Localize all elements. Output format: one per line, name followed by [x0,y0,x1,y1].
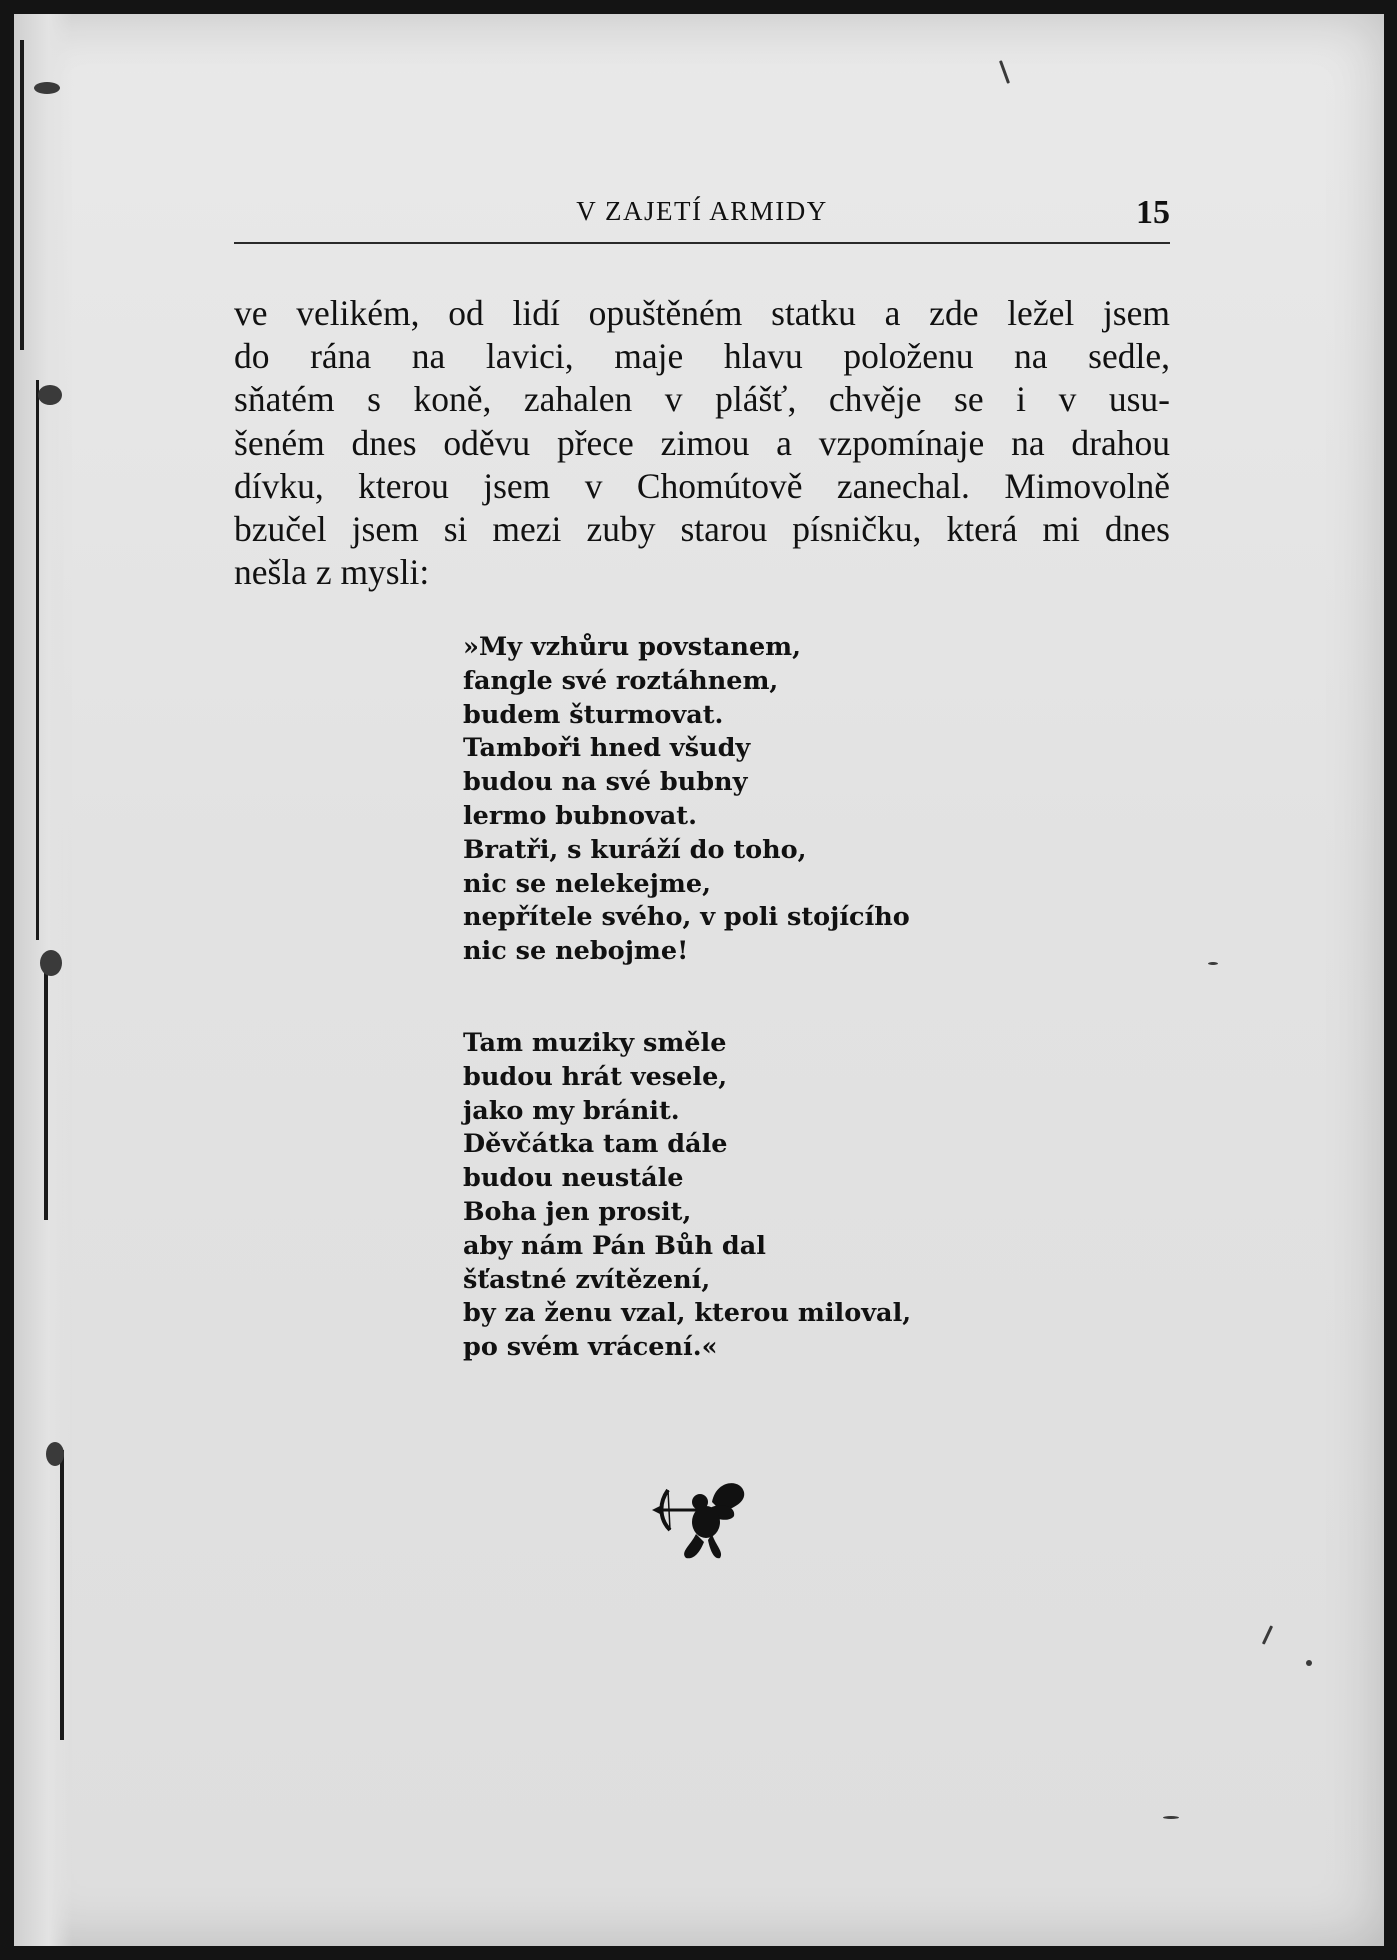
poem-line: budou neustále [463,1163,684,1194]
prose-line: nešla z mysli: [234,552,430,593]
dust-speck [1208,962,1218,965]
poem-line: Boha jen prosit, [463,1196,692,1227]
spine-blot [38,385,62,405]
prose-line: do rána na lavici, maje hlavu položenu na sedle, [234,336,1170,377]
poem-line: jako my bránit. [463,1095,680,1126]
running-title: V ZAJETÍ ARMIDY [576,196,828,226]
poem-line: budem šturmovat. [463,699,724,730]
prose-line: sňatém s koně, zahalen v plášť, chvěje se i v usu- [234,379,1170,420]
spine-mark [60,1450,64,1740]
poem-line: Bratři, s kuráží do toho, [463,834,807,865]
poem-line: nepřítele svého, v poli stojícího [463,902,910,933]
poem-line: šťastné zvítězení, [463,1264,711,1295]
spine-blot [34,82,60,94]
spine-blot [46,1442,64,1466]
prose-paragraph [234,292,1170,594]
poem-stanza-1 [463,631,983,969]
spine-blot [40,950,62,976]
poem-line: aby nám Pán Bůh dal [463,1230,766,1261]
dust-speck [1163,1816,1179,1819]
running-head [234,196,1170,244]
spine-mark [36,380,39,940]
prose-line: šeném dnes oděvu přece zimou a vzpomínaje na drahou [234,422,1170,463]
spine-mark [44,960,48,1220]
poem-line: Děvčátka tam dále [463,1129,728,1160]
dust-speck [1306,1660,1312,1666]
poem-line: Tam muziky směle [463,1028,727,1058]
poem-line: budou na své bubny [463,767,748,798]
poem-line: po svém vrácení.« [463,1332,718,1363]
poem-stanza-2 [463,1027,983,1365]
poem-line: nic se nebojme! [463,936,689,967]
poem-line: nic se nelekejme, [463,868,711,899]
prose-line: dívku, kterou jsem v Chomútově zanechal. Mimovolně [234,465,1170,506]
cupid-archer-icon [650,1472,750,1562]
poem-line: lermo bubnovat. [463,800,697,831]
page-number: 15 [1136,194,1170,231]
prose-line: bzučel jsem si mezi zuby starou písničku, která mi dnes [234,508,1170,549]
poem-line: by za ženu vzal, kterou miloval, [463,1298,912,1329]
prose-line: ve velikém, od lidí opuštěném statku a zde ležel jsem [234,293,1170,333]
poem-line: »My vzhůru povstanem, [463,632,802,662]
poem-line: fangle své roztáhnem, [463,665,779,696]
poem-line: budou hrát vesele, [463,1061,728,1092]
poem-line: Tamboři hned všudy [463,733,751,764]
spine-mark [20,40,24,350]
